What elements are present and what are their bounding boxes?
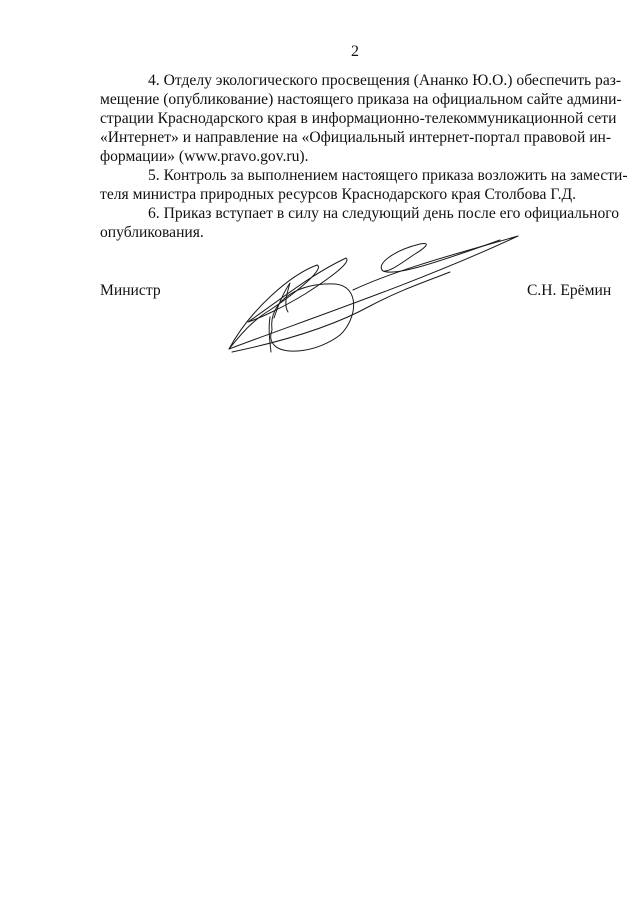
paragraph-item-5 [100,166,628,204]
text-line: 6. Приказ вступает в силу на следующий день после его официального [148,205,620,222]
text-line: «Интернет» и направление на «Официальный интернет-портал правовой ин- [100,129,612,146]
page-number: 2 [351,43,359,60]
text-line: формации» (www.pravo.gov.ru). [100,148,309,165]
signature-block [0,230,639,360]
text-line: 4. Отделу экологического просвещения (Ананко Ю.О.) обеспечить раз- [148,72,622,89]
text-line: 5. Контроль за выполнением настоящего приказа возложить на замести- [148,167,628,184]
text-line: теля министра природных ресурсов Краснодарского края Столбова Г.Д. [100,186,577,203]
paragraph-item-4 [100,71,622,166]
text-line: мещение (опубликование) настоящего приказа на официальном сайте админи- [100,91,622,108]
signatory-name: С.Н. Ерёмин [527,282,612,299]
signatory-title: Министр [100,282,161,299]
text-line: страции Краснодарского края в информационно-телекоммуникационной сети [100,110,617,127]
text-line: опубликования. [100,224,204,241]
document-body [100,71,628,242]
